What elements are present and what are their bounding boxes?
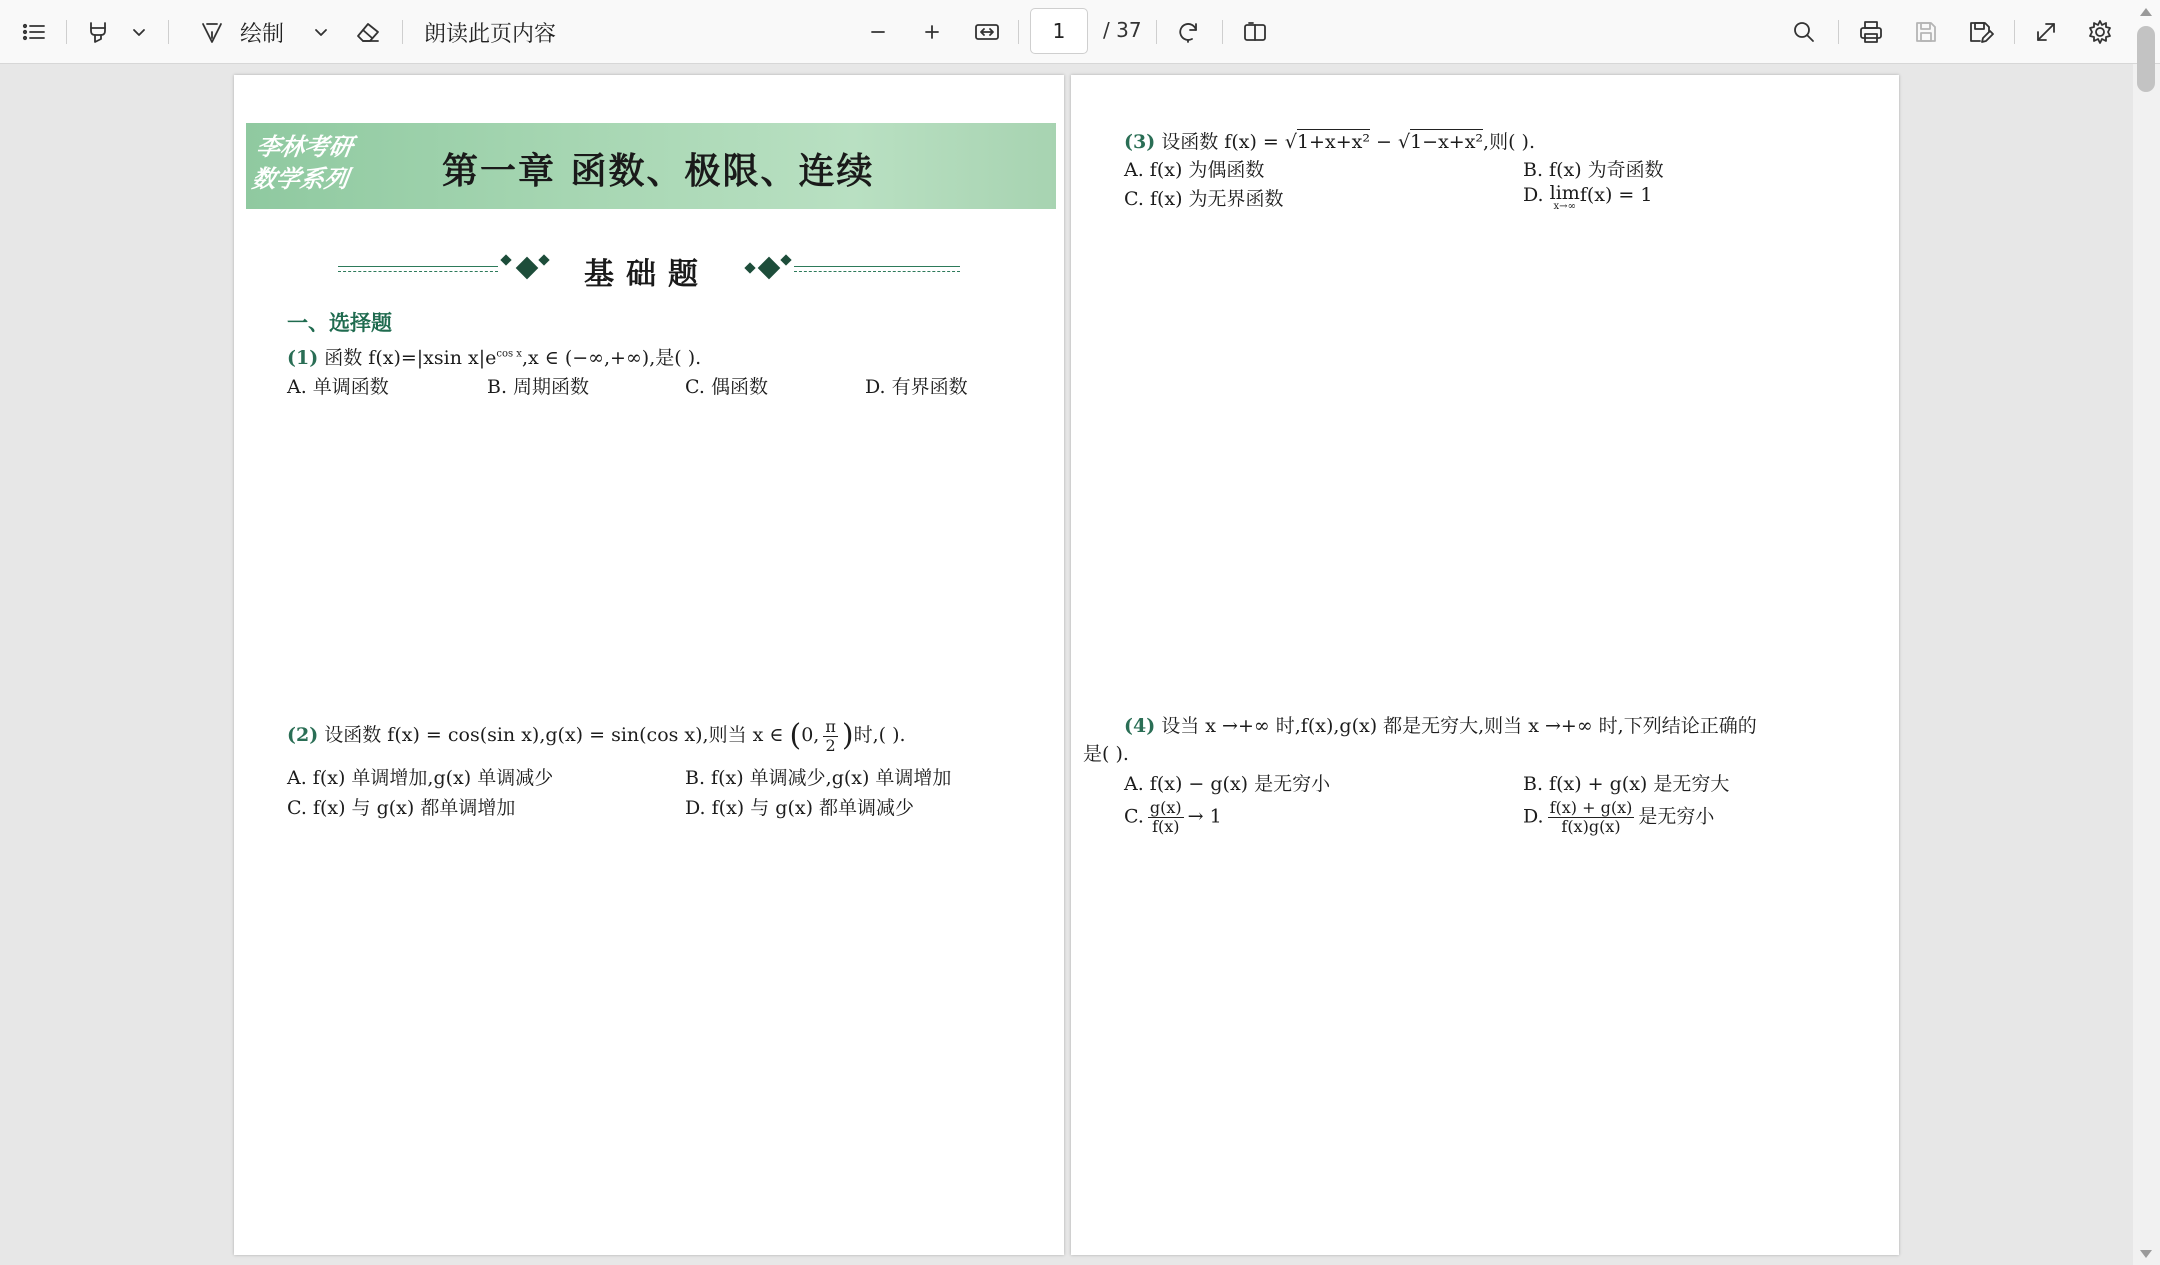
option-label: D. [1523, 184, 1550, 206]
draw-label: 绘制 [240, 21, 285, 47]
diamond-ornament-icon [758, 257, 781, 280]
plus-icon[interactable] [914, 12, 950, 52]
option-b: B. 周期函数 [487, 376, 590, 398]
limit [1550, 184, 1580, 212]
section-title: 基础题 [584, 257, 710, 292]
fraction-numerator: g(x) [1149, 798, 1182, 817]
two-page-view-icon[interactable] [1236, 12, 1274, 52]
fit-width-icon[interactable] [968, 12, 1006, 52]
chevron-down-icon[interactable] [128, 12, 150, 52]
fraction-denominator: 2 [825, 735, 836, 755]
list-icon[interactable] [16, 12, 52, 52]
read-aloud-button[interactable] [424, 12, 584, 52]
question-number: (3) [1124, 131, 1156, 153]
logo-line-2: 数学系列 [250, 165, 351, 193]
save-as-icon[interactable] [1962, 12, 1998, 52]
option-c: C. f(x) 与 g(x) 都单调增加 [287, 797, 516, 819]
pdf-toolbar [0, 0, 2160, 64]
expand-icon[interactable] [2028, 12, 2064, 52]
question-number: (2) [287, 724, 319, 746]
limit-operator: lim [1549, 182, 1580, 204]
radicand-2: 1−x+x² [1410, 131, 1484, 153]
option-c: C. 偶函数 [685, 376, 768, 398]
question-4-stem [1124, 711, 1757, 738]
chapter-banner [246, 123, 1056, 209]
draw-options-chevron-icon[interactable] [310, 12, 332, 52]
scroll-up-arrow-icon[interactable] [2140, 8, 2152, 16]
logo-line-1: 李林考研 [254, 133, 355, 161]
pen-icon[interactable] [194, 12, 230, 52]
question-text-tail: ,则( ). [1483, 131, 1535, 153]
option-d [1523, 184, 1652, 212]
fraction [1548, 799, 1635, 836]
fraction-numerator: π [825, 716, 836, 736]
option-label: C. [1124, 805, 1144, 828]
option-d: D. f(x) 与 g(x) 都单调减少 [685, 797, 915, 819]
draw-button[interactable] [240, 12, 290, 52]
fraction [823, 718, 838, 755]
scroll-down-arrow-icon[interactable] [2140, 1250, 2152, 1258]
radicand-1: 1+x+x² [1296, 131, 1370, 153]
option-d: D. 有界函数 [865, 376, 968, 398]
option-label: D. [1523, 805, 1544, 828]
pdf-page-left [234, 75, 1064, 1255]
option-text: f(x) = 1 [1579, 184, 1653, 206]
minus-sqrt: − √ [1369, 131, 1411, 153]
option-a: A. 单调函数 [287, 376, 389, 398]
question-text: 设函数 f(x) = cos(sin x),g(x) = sin(cos x),则当 x ∈ [324, 724, 784, 746]
question-4-stem-line2: 是( ). [1083, 743, 1129, 765]
option-c [1124, 799, 1222, 836]
question-1-stem [287, 343, 701, 370]
option-c: C. f(x) 为无界函数 [1124, 188, 1284, 210]
page-total: / 37 [1103, 18, 1142, 42]
question-number: (1) [287, 347, 319, 369]
question-text-tail: 时,( ). [853, 724, 906, 746]
option-d [1523, 799, 1714, 836]
read-aloud-label: 朗读此页内容 [424, 21, 557, 47]
search-icon[interactable] [1786, 12, 1822, 52]
option-text: 是无穷小 [1638, 805, 1715, 828]
minus-icon[interactable] [860, 12, 896, 52]
part-heading: 一、选择题 [287, 310, 392, 335]
pdf-page-right [1071, 75, 1899, 1255]
diamond-ornament-icon [516, 257, 539, 280]
question-text: 设当 x →+∞ 时,f(x),g(x) 都是无穷大,则当 x →+∞ 时,下列结论正确的 [1161, 715, 1757, 737]
highlighter-icon[interactable] [80, 12, 116, 52]
question-2-stem: (2) 设函数 f(x) = cos(sin x),g(x) = sin(cos x),则当 x ∈ (0, $\frac{\pi}{2}$ )时,( ). [287, 716, 906, 755]
superscript: cos x [496, 348, 522, 360]
divider-right [794, 266, 960, 272]
limit-subscript: x→∞ [1553, 201, 1576, 212]
divider-left [338, 266, 498, 272]
option-a: A. f(x) 为偶函数 [1124, 159, 1265, 181]
question-3-stem [1124, 127, 1535, 154]
option-b: B. f(x) + g(x) 是无穷大 [1523, 773, 1730, 795]
vertical-scrollbar[interactable] [2133, 64, 2160, 1265]
diamond-ornament-icon [500, 254, 511, 265]
question-number: (4) [1124, 715, 1156, 737]
option-text: → 1 [1187, 805, 1222, 828]
diamond-ornament-icon [538, 254, 549, 265]
print-icon[interactable] [1852, 12, 1890, 52]
fraction [1148, 799, 1184, 836]
fraction-numerator: f(x) + g(x) [1549, 798, 1633, 817]
option-b: B. f(x) 单调减少,g(x) 单调增加 [685, 767, 952, 789]
diamond-ornament-icon [780, 254, 791, 265]
chapter-title: 第一章 函数、极限、连续 [442, 150, 875, 192]
option-b: B. f(x) 为奇函数 [1523, 159, 1664, 181]
gear-icon[interactable] [2082, 12, 2118, 52]
rotate-icon[interactable] [1170, 12, 1206, 52]
page-number-input[interactable]: 1 [1030, 8, 1088, 54]
eraser-icon[interactable] [350, 12, 386, 52]
diamond-ornament-icon [744, 262, 755, 273]
series-logo [249, 131, 377, 201]
option-a: A. f(x) 单调增加,g(x) 单调减少 [287, 767, 554, 789]
question-text: 函数 f(x)=|xsin x|e [324, 347, 497, 369]
scrollbar-thumb[interactable] [2137, 26, 2155, 92]
fraction-denominator: f(x)g(x) [1561, 817, 1621, 836]
question-text: 设函数 f(x) = √ [1161, 131, 1297, 153]
interval-left: 0, [801, 724, 820, 746]
save-icon [1908, 12, 1944, 52]
fraction-denominator: f(x) [1152, 817, 1180, 836]
option-a: A. f(x) − g(x) 是无穷小 [1124, 773, 1331, 795]
question-text-tail: ,x ∈ (−∞,+∞),是( ). [521, 347, 702, 369]
